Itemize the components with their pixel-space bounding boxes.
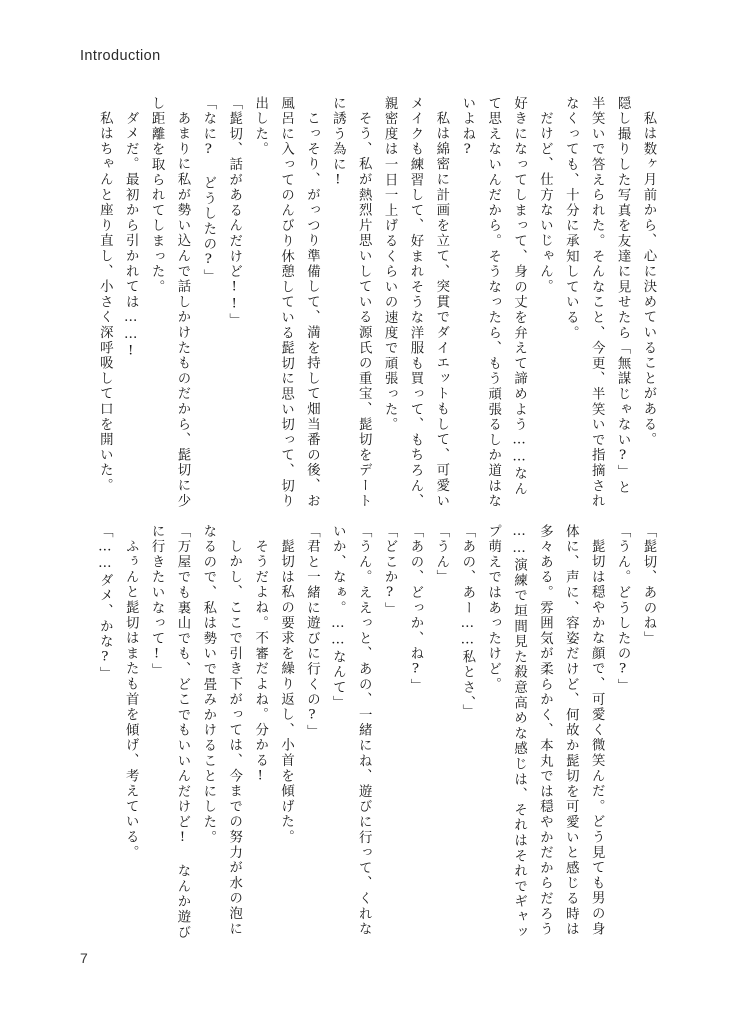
text-column: し距離を取られてしまった。 bbox=[149, 96, 165, 295]
text-column: 好きになってしまって、身の丈を弁えて諦めよう……なん bbox=[511, 96, 527, 497]
text-column: ダメだ。最初から引かれては……! bbox=[123, 111, 139, 361]
text-column: プ萌えではあったけど。 bbox=[485, 524, 501, 693]
text-column: しかし、ここで引き下がっては、今までの努力が水の泡に bbox=[226, 539, 242, 938]
text-column: 私は数ヶ月前から、心に決めていることがある。 bbox=[641, 111, 656, 448]
text-column: 多々ある。雰囲気が柔らかく、本丸では穏やかだからだろう bbox=[537, 524, 553, 938]
text-column: ふぅんと髭切はまたも首を傾げ、考えている。 bbox=[123, 539, 139, 861]
text-column: いか、なぁ。……なんて」 bbox=[330, 524, 346, 711]
text-column: 私はちゃんと座り直し、小さく深呼吸して口を開いた。 bbox=[97, 111, 113, 494]
text-column: 出した。 bbox=[252, 96, 268, 158]
text-column: ……演練で垣間見た殺意高めな感じは、それはそれでギャッ bbox=[511, 524, 527, 941]
text-column: メイクも練習して、好まれそうな洋服も買って、もちろん、 bbox=[407, 96, 423, 510]
text-column: 「髭切、話があるんだけど!!」 bbox=[226, 96, 242, 329]
text-column: そうだよね。不審だよね。分かる! bbox=[252, 539, 268, 786]
text-column: 私は綿密に計画を立て、突貫でダイエットもして、可愛い bbox=[433, 111, 449, 510]
text-column: 「髭切、あのね」 bbox=[641, 524, 656, 647]
text-column: 「うん。ええっと、あの、一緒にね、遊びに行って、くれな bbox=[356, 524, 372, 938]
text-column: そう、私が熱烈片思いしている源氏の重宝、髭切をデート bbox=[356, 111, 372, 510]
running-header: Introduction bbox=[80, 48, 161, 64]
text-column: 「あの、あー……私とさ、」 bbox=[459, 524, 475, 720]
page-number: 7 bbox=[80, 950, 88, 966]
text-column: いよね? bbox=[459, 96, 475, 159]
text-column: だけど、仕方ないじゃん。 bbox=[537, 111, 553, 295]
text-column: 体に、声に、容姿だけど、何故か髭切を可愛いと感じる時は bbox=[563, 524, 579, 938]
text-column: て思えないんだから。そうなったら、もう頑張るしか道はな bbox=[485, 96, 501, 510]
body-text-block-upper bbox=[71, 96, 656, 510]
text-column: 「君と一緒に遊びに行くの?」 bbox=[304, 524, 320, 740]
text-column: あまりに私が勢い込んで話しかけたものだから、髭切に少 bbox=[174, 111, 190, 510]
text-column: 「万屋でも裏山でも、どこでもいいんだけど! なんか遊び bbox=[174, 524, 190, 941]
text-column: に行きたいなって!」 bbox=[149, 524, 165, 679]
text-column: 風呂に入ってのんびり休憩している髭切に思い切って、切り bbox=[278, 96, 294, 510]
text-column: 「うん」 bbox=[433, 524, 449, 586]
text-column: 髭切は穏やかな顔で、可愛く微笑んだ。どう見ても男の身 bbox=[589, 539, 605, 938]
text-column: なるので、私は勢いで畳みかけることにした。 bbox=[200, 524, 216, 846]
text-column: 「あの、どっか、ね?」 bbox=[407, 524, 423, 694]
text-column: こっそり、がっつり準備して、満を持して畑当番の後、お bbox=[304, 111, 320, 510]
text-column: に誘う為に! bbox=[330, 96, 346, 190]
text-column: 「うん。どうしたの?」 bbox=[615, 524, 631, 694]
text-column: 髭切は私の要求を繰り返し、小首を傾げた。 bbox=[278, 539, 294, 846]
text-column: 「なに? どうしたの?」 bbox=[200, 96, 216, 285]
text-column: なくっても、十分に承知している。 bbox=[563, 96, 579, 341]
body-text-block-lower bbox=[71, 524, 656, 941]
text-column: 親密度は一日一上げるくらいの速度で頑張った。 bbox=[382, 96, 398, 433]
text-column: 半笑いで答えられた。そんなこと、今更、半笑いで指摘され bbox=[589, 96, 605, 510]
text-column: 隠し撮りした写真を友達に見せたら「無謀じゃない?」と bbox=[615, 96, 631, 496]
text-column: 「……ダメ、かな?」 bbox=[97, 524, 113, 682]
text-column: 「どこか?」 bbox=[382, 524, 398, 618]
